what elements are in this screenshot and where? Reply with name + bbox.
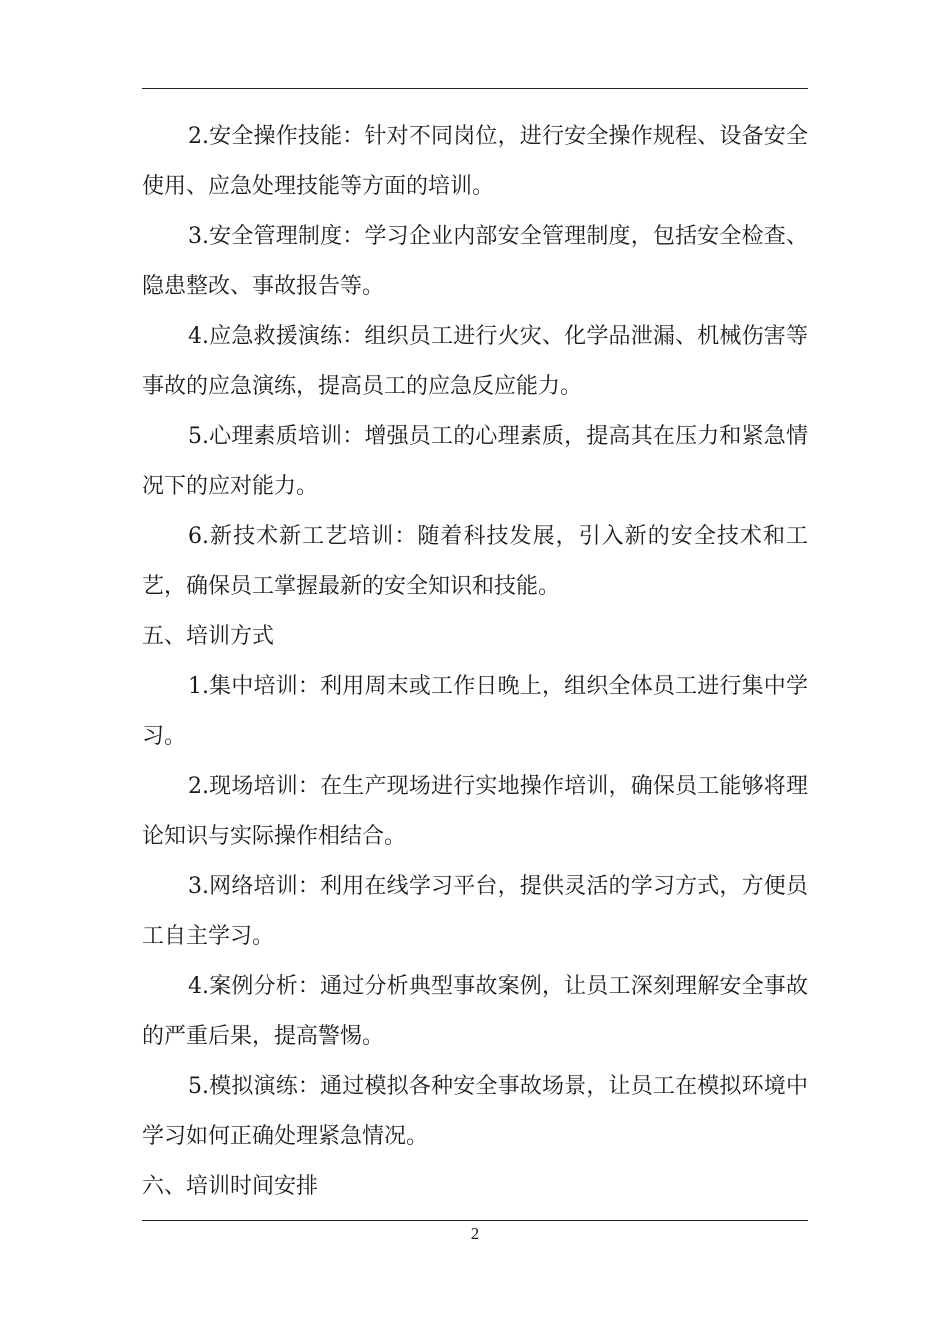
header-rule (142, 88, 808, 89)
paragraph-item: 1.集中培训：利用周末或工作日晚上，组织全体员工进行集中学习。 (142, 674, 808, 749)
page-number: 2 (470, 1224, 480, 1243)
document-body (142, 112, 808, 1212)
paragraph-item: 6.新技术新工艺培训：随着科技发展，引入新的安全技术和工艺，确保员工掌握最新的安全知识和技能。 (142, 524, 808, 599)
paragraph-item: 3.安全管理制度：学习企业内部安全管理制度，包括安全检查、隐患整改、事故报告等。 (142, 224, 808, 299)
paragraph-item: 3.网络培训：利用在线学习平台，提供灵活的学习方式，方便员工自主学习。 (142, 874, 808, 949)
section-heading: 六、培训时间安排 (142, 1174, 319, 1199)
paragraph-item: 2.安全操作技能：针对不同岗位，进行安全操作规程、设备安全使用、应急处理技能等方面的培训。 (142, 124, 808, 199)
paragraph-item: 4.应急救援演练：组织员工进行火灾、化学品泄漏、机械伤害等事故的应急演练，提高员工的应急反应能力。 (142, 324, 808, 399)
paragraph-item: 5.心理素质培训：增强员工的心理素质，提高其在压力和紧急情况下的应对能力。 (142, 424, 808, 499)
section-heading: 五、培训方式 (142, 624, 275, 649)
paragraph-item: 2.现场培训：在生产现场进行实地操作培训，确保员工能够将理论知识与实际操作相结合。 (142, 774, 808, 849)
paragraph-item: 4.案例分析：通过分析典型事故案例，让员工深刻理解安全事故的严重后果，提高警惕。 (142, 974, 808, 1049)
footer-rule (142, 1220, 808, 1221)
paragraph-item: 5.模拟演练：通过模拟各种安全事故场景，让员工在模拟环境中学习如何正确处理紧急情况。 (142, 1074, 808, 1149)
